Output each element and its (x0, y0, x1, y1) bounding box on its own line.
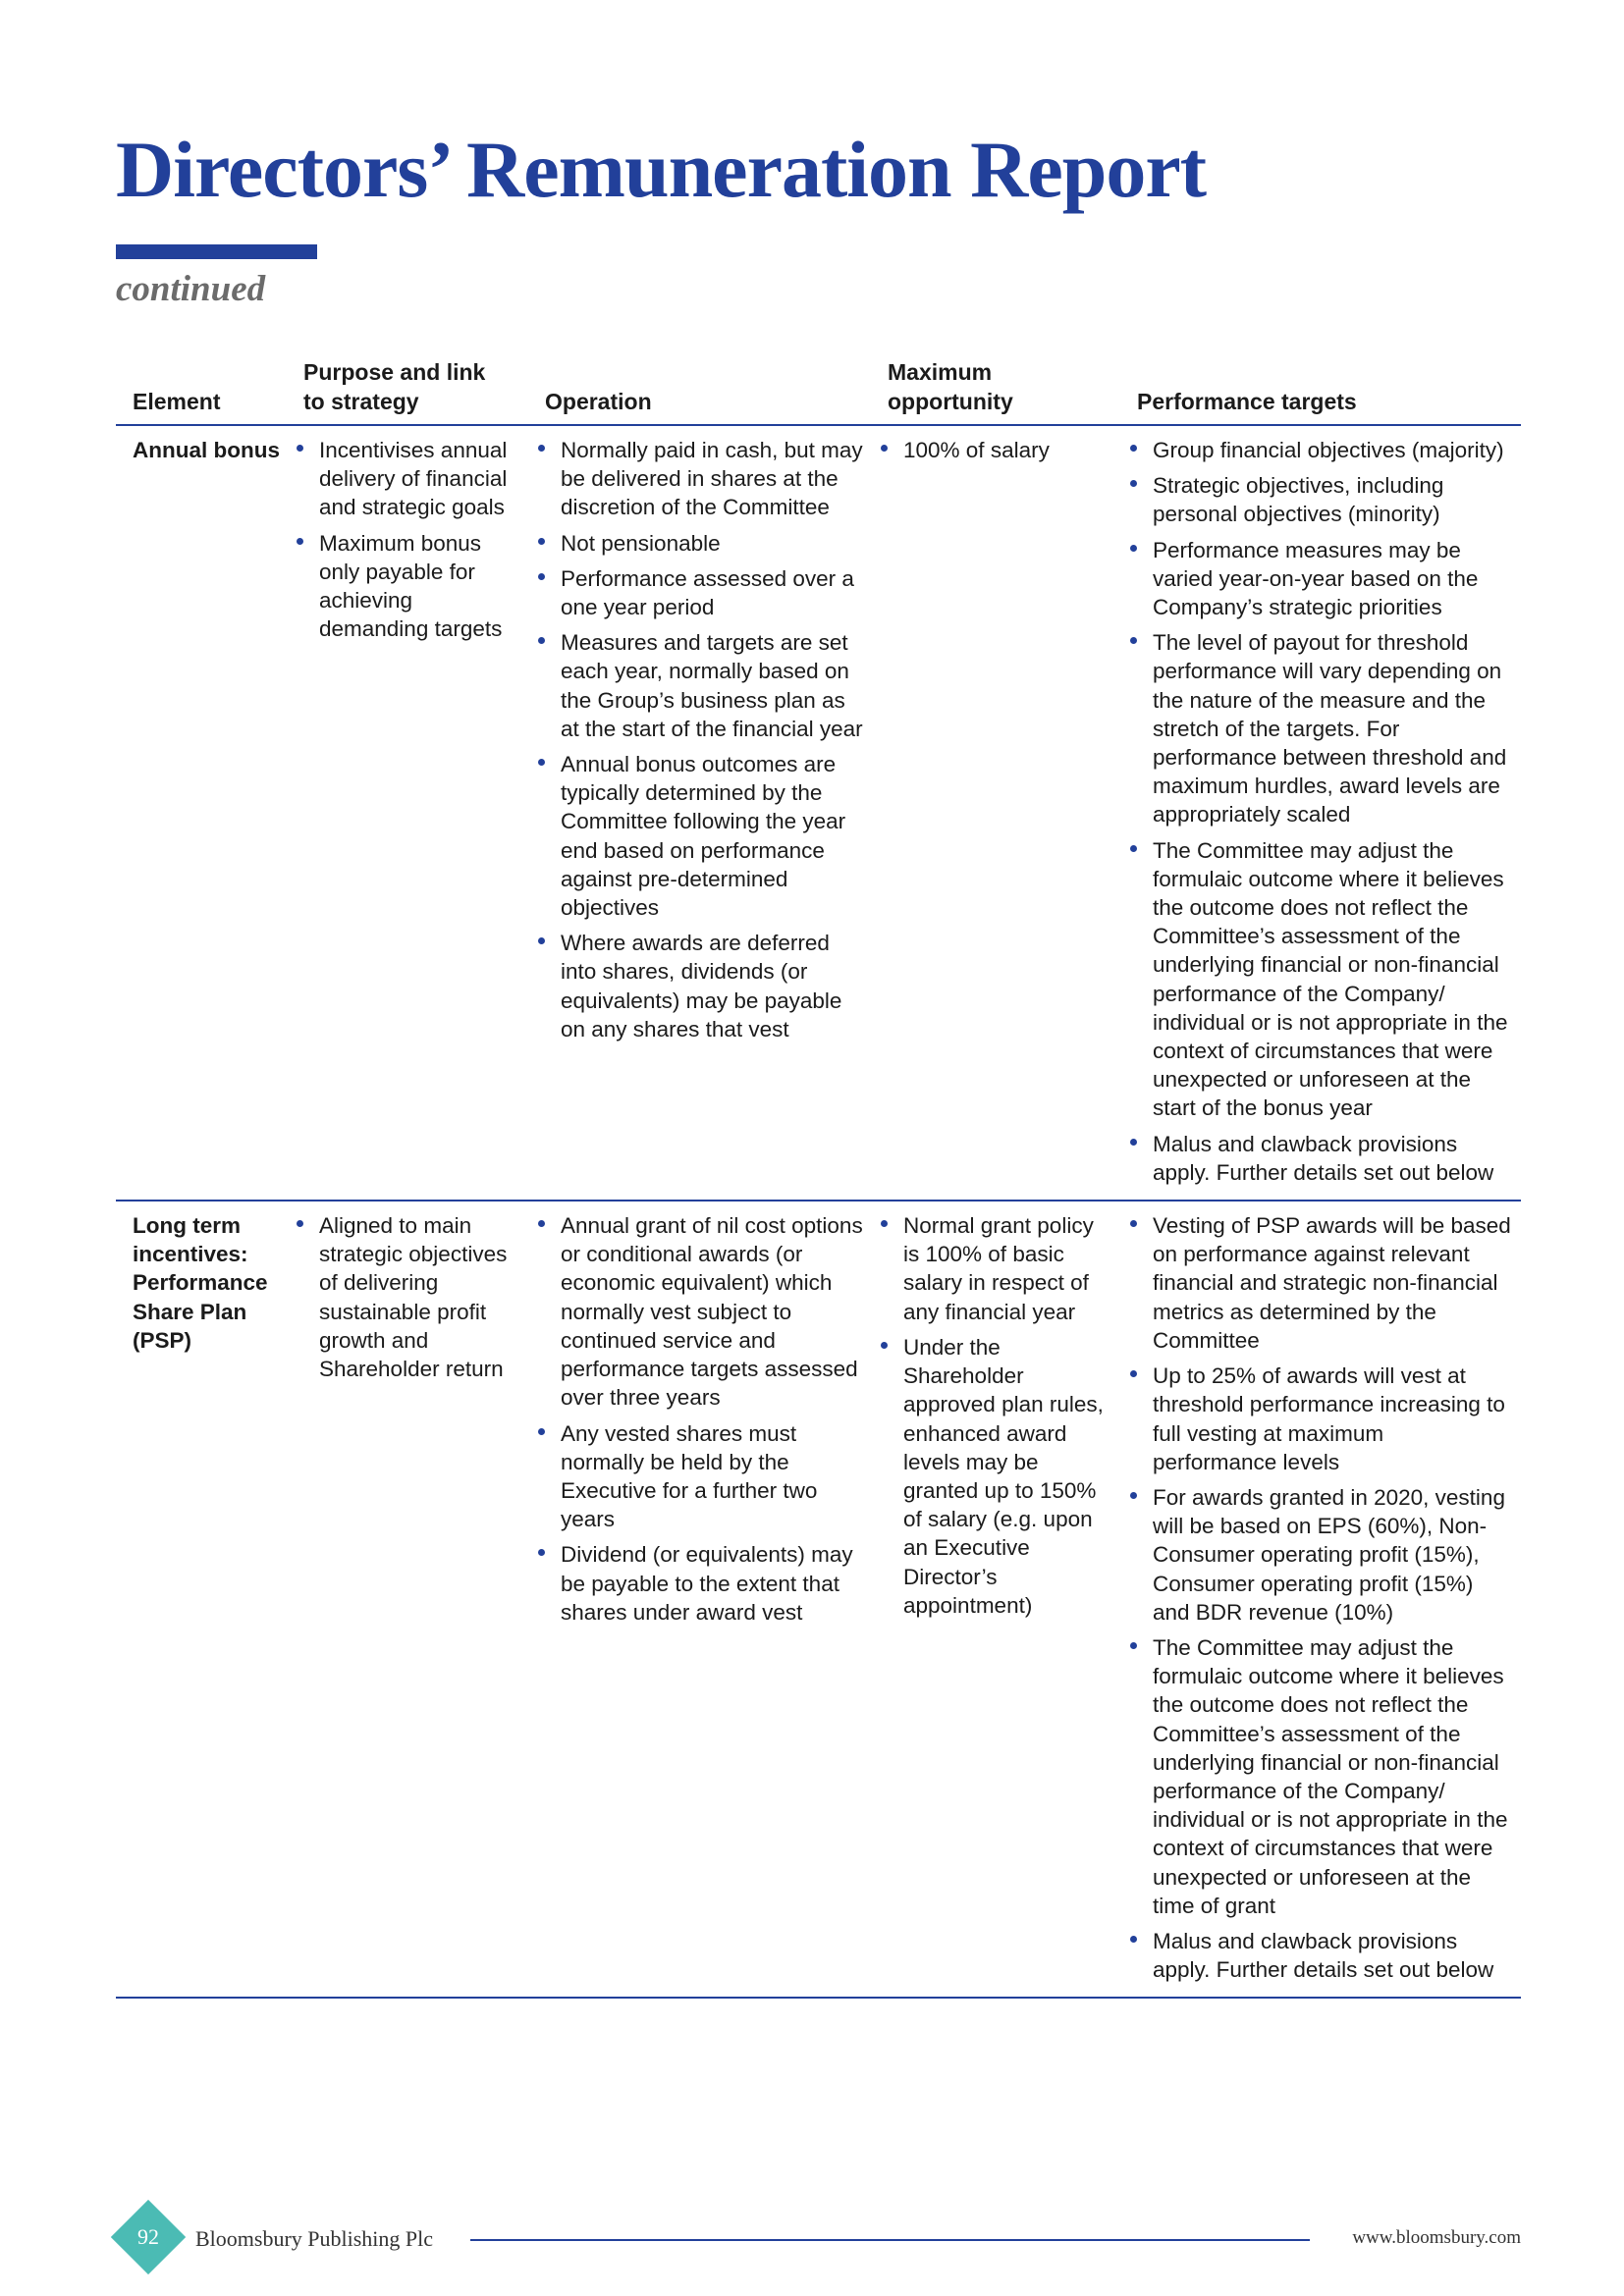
bullet-icon (538, 573, 545, 580)
list-item (1128, 536, 1513, 622)
bullet-icon (1130, 545, 1137, 552)
bullet-icon (1130, 1139, 1137, 1146)
bullet-icon (297, 538, 303, 545)
targets-cell (1120, 1201, 1521, 1998)
targets-list (1128, 436, 1513, 1187)
operation-cell (528, 1201, 871, 1998)
bullet-icon (538, 1220, 545, 1227)
page-title: Directors’ Remuneration Report (116, 125, 1207, 214)
list-item (1128, 1927, 1513, 1984)
list-item-text: Dividend (or equivalents) may be payable to the extent that shares under award vest (561, 1542, 853, 1625)
footer-website: www.bloomsbury.com (1352, 2227, 1521, 2248)
list-item-text: Strategic objectives, including personal objectives (minority) (1153, 473, 1444, 527)
maximum-cell (871, 1201, 1120, 1998)
list-item-text: Normally paid in cash, but may be delivered in shares at the discretion of the Committee (561, 438, 863, 520)
element-name: Annual bonus (116, 425, 287, 1201)
list-item-text: Performance assessed over a one year period (561, 565, 854, 620)
bullet-icon (881, 445, 888, 452)
list-item (879, 1333, 1112, 1620)
purpose-cell (287, 1201, 528, 1998)
list-item (295, 529, 520, 644)
bullet-icon (538, 1428, 545, 1435)
element-name: Long term incentives: Performance Share Plan (PSP) (116, 1201, 287, 1998)
maximum-cell (871, 425, 1120, 1201)
list-item (295, 436, 520, 522)
operation-list (536, 1211, 863, 1627)
targets-cell (1120, 425, 1521, 1201)
bullet-icon (1130, 1642, 1137, 1649)
bullet-icon (538, 937, 545, 944)
bullet-icon (538, 759, 545, 766)
list-item (536, 1419, 863, 1534)
list-item (879, 436, 1112, 464)
list-item-text: Annual grant of nil cost options or conditional awards (or economic equivalent) which normally vest subject to continued service and performance targets assessed over three years (561, 1213, 863, 1411)
list-item-text: Performance measures may be varied year-on-year based on the Company’s strategic priorities (1153, 537, 1479, 620)
title-underline-bar (116, 244, 317, 259)
list-item-text: Malus and clawback provisions apply. Further details set out below (1153, 1131, 1494, 1185)
list-item-text: Normal grant policy is 100% of basic salary in respect of any financial year (903, 1213, 1094, 1324)
list-item-text: The level of payout for threshold performance will vary depending on the nature of the measure and the stretch of the targets. For performance between threshold and maximum hurdles, award levels are appropriately scaled (1153, 630, 1507, 828)
operation-list (536, 436, 863, 1043)
footer-divider (470, 2239, 1310, 2241)
table-row (116, 1201, 1521, 1998)
bullet-icon (1130, 845, 1137, 852)
list-item-text: For awards granted in 2020, vesting will be based on EPS (60%), Non-Consumer operating profit (15%), Consumer operating profit (15%) and BDR revenue (10%) (1153, 1484, 1505, 1625)
remuneration-policy-table (116, 357, 1521, 1999)
page-number: 92 (137, 2224, 159, 2249)
list-item (536, 929, 863, 1043)
column-header-operation: Operation (528, 357, 871, 425)
list-item (1128, 436, 1513, 464)
list-item (1128, 1633, 1513, 1920)
column-header-element: Element (116, 357, 287, 425)
column-header-purpose: Purpose and link to strategy (287, 357, 528, 425)
footer-company-name: Bloomsbury Publishing Plc (195, 2226, 434, 2251)
bullet-icon (1130, 445, 1137, 452)
maximum-list (879, 1211, 1112, 1620)
operation-cell (528, 425, 871, 1201)
bullet-icon (297, 1220, 303, 1227)
list-item (536, 628, 863, 743)
list-item (1128, 628, 1513, 828)
list-item-text: Group financial objectives (majority) (1153, 438, 1504, 462)
purpose-list (295, 1211, 520, 1383)
list-item-text: Aligned to main strategic objectives of delivering sustainable profit growth and Shareholder return (319, 1213, 508, 1382)
list-item-text: The Committee may adjust the formulaic outcome where it believes the outcome does not reflect the Committee’s assessment of the underlying financial or non-financial performance of the Company/ individual or is not appropriate in the context of circumstances that were unexpected or unforeseen at the time of grant (1153, 1634, 1508, 1918)
maximum-list (879, 436, 1112, 464)
list-item (1128, 1362, 1513, 1476)
bullet-icon (1130, 1492, 1137, 1499)
bullet-icon (538, 1549, 545, 1556)
list-item-text: Incentivises annual delivery of financial and strategic goals (319, 438, 508, 520)
bullet-icon (881, 1220, 888, 1227)
bullet-icon (1130, 1220, 1137, 1227)
list-item (536, 1540, 863, 1627)
list-item (1128, 471, 1513, 528)
list-item-text: Not pensionable (561, 530, 721, 556)
list-item-text: Under the Shareholder approved plan rules, enhanced award levels may be granted up to 150% of salary (e.g. upon an Executive Director’s appointment) (903, 1334, 1104, 1618)
list-item (295, 1211, 520, 1383)
list-item-text: Up to 25% of awards will vest at threshold performance increasing to full vesting at maximum performance levels (1153, 1363, 1505, 1474)
bullet-icon (538, 445, 545, 452)
list-item (536, 1211, 863, 1412)
list-item-text: The Committee may adjust the formulaic outcome where it believes the outcome does not reflect the Committee’s assessment of the underlying financial or non-financial performance of the Company/ individual or is not appropriate in the context of circumstances that were unexpected or unforeseen at the start of the bonus year (1153, 837, 1508, 1121)
list-item (1128, 1483, 1513, 1627)
bullet-icon (538, 637, 545, 644)
bullet-icon (881, 1342, 888, 1349)
list-item (1128, 1130, 1513, 1187)
list-item (536, 750, 863, 922)
list-item-text: Any vested shares must normally be held by the Executive for a further two years (561, 1420, 818, 1532)
list-item (1128, 836, 1513, 1123)
list-item-text: Maximum bonus only payable for achieving demanding targets (319, 530, 503, 642)
list-item-text: Malus and clawback provisions apply. Further details set out below (1153, 1928, 1494, 1983)
column-header-targets: Performance targets (1120, 357, 1521, 425)
purpose-list (295, 436, 520, 643)
bullet-icon (1130, 1936, 1137, 1943)
bullet-icon (538, 538, 545, 545)
table-row (116, 425, 1521, 1201)
column-header-maximum: Maximum opportunity (871, 357, 1120, 425)
bullet-icon (1130, 637, 1137, 644)
page-subtitle: continued (116, 269, 266, 309)
list-item (536, 529, 863, 558)
list-item-text: 100% of salary (903, 438, 1050, 462)
list-item (1128, 1211, 1513, 1355)
table-header-row (116, 357, 1521, 425)
list-item-text: Measures and targets are set each year, normally based on the Group’s business plan as at the start of the financial year (561, 630, 863, 741)
list-item (536, 436, 863, 522)
bullet-icon (1130, 480, 1137, 487)
list-item-text: Where awards are deferred into shares, dividends (or equivalents) may be payable on any shares that vest (561, 931, 842, 1041)
list-item (879, 1211, 1112, 1326)
list-item-text: Vesting of PSP awards will be based on performance against relevant financial and strategic non-financial metrics as determined by the Committee (1153, 1213, 1511, 1353)
bullet-icon (1130, 1370, 1137, 1377)
targets-list (1128, 1211, 1513, 1984)
table-body (116, 425, 1521, 1998)
list-item-text: Annual bonus outcomes are typically determined by the Committee following the year end based on performance against pre-determined objectives (561, 752, 846, 921)
bullet-icon (297, 445, 303, 452)
purpose-cell (287, 425, 528, 1201)
list-item (536, 564, 863, 621)
